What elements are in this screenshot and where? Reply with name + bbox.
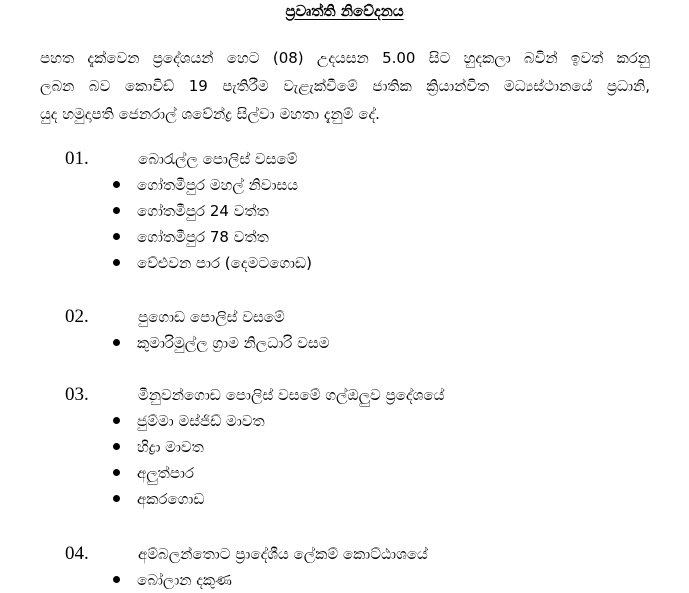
bullet-icon — [113, 443, 120, 450]
intro-line-2: ලබන බව කොවිඩ් 19 පැතිරීම වැළැක්වීමේ ජාතික ක්‍රියාන්විත මධ්‍යස්ථානයේ ප්‍රධානි, — [40, 77, 650, 95]
list-item-label: ගෝතමීපුර 78 වත්ත — [137, 228, 269, 246]
bullet-icon — [113, 339, 120, 346]
section-number: 04. — [65, 543, 89, 564]
list-item-label: බෝලාන දකුණ — [137, 571, 232, 589]
bullet-icon — [113, 233, 120, 240]
section-number: 01. — [65, 148, 89, 169]
list-item-label: ජුම්මා මස්ජිඩ් මාවත — [137, 412, 265, 430]
bullet-icon — [113, 576, 120, 583]
bullet-icon — [113, 181, 120, 188]
section-number: 03. — [65, 384, 89, 405]
section-heading: බොරැල්ල පොලිස් වසමේ — [138, 150, 298, 168]
section-heading: මීනුවන්ගොඩ පොලිස් වසමේ ගල්ඔලුව ප්‍රදේශයේ — [138, 386, 445, 404]
list-item-label: අලුත්පාර — [137, 464, 195, 482]
bullet-icon — [113, 469, 120, 476]
list-item-label: හිද්‍රා මාවත — [137, 438, 204, 456]
intro-paragraph — [40, 44, 650, 128]
intro-line-3: යුද හමුදාපති ජෙනරාල් ශවේන්ද්‍ර සිල්වා මහතා දැනුම් දේ. — [40, 105, 380, 123]
section-number: 02. — [65, 306, 89, 327]
bullet-icon — [113, 495, 120, 502]
list-item-label: කුමාරිමුල්ල ග්‍රාම නිලධාරි වසම — [137, 334, 330, 352]
list-item-label: වේළුවන පාර (දෙමටගොඩ) — [137, 254, 312, 272]
bullet-icon — [113, 207, 120, 214]
section-heading: පුගොඩ පොලිස් වසමේ — [138, 308, 285, 326]
document-title: ප්‍රවෘත්ති නිවේදනය — [285, 2, 404, 20]
bullet-icon — [113, 417, 120, 424]
list-item-label: ගෝතමීපුර 24 වත්ත — [137, 202, 269, 220]
bullet-icon — [113, 259, 120, 266]
list-item-label: ගෝතමීපුර මහල් නිවාසය — [137, 176, 299, 194]
section-heading: අම්බලන්තොට ප්‍රාදේශීය ලේකම් කොට්ඨාශයේ — [138, 545, 428, 563]
list-item-label: අකරගොඩ — [137, 490, 205, 508]
intro-line-1: පහත දැක්වෙන ප්‍රදේශයන් හෙට (08) උදයසන 5.00 සිට හුදකලා බවින් ඉවත් කරනු — [40, 49, 650, 67]
